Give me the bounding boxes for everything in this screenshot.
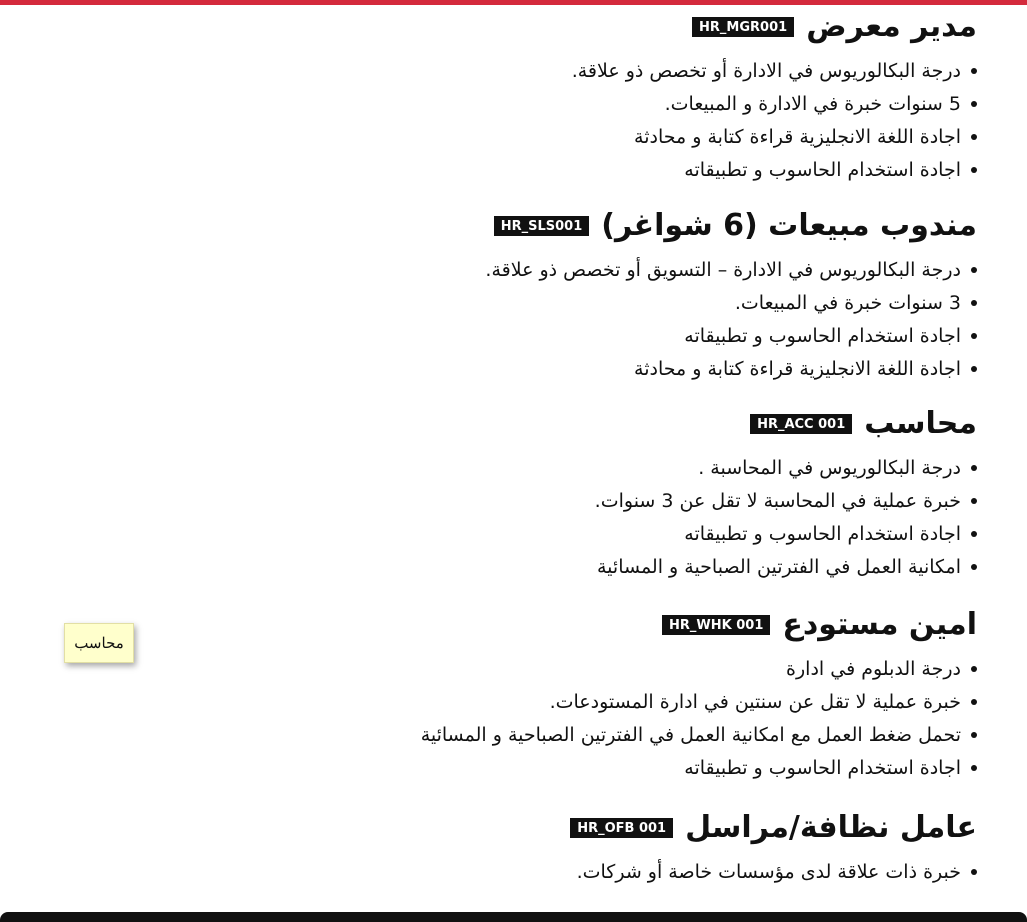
requirement-text: خبرة عملية في المحاسبة لا تقل عن 3 سنوات. [594,489,961,512]
bullet-icon [971,498,977,504]
requirement-item [485,286,977,319]
requirement-text: اجادة استخدام الحاسوب و تطبيقاته [684,756,961,779]
requirement-item [595,550,977,583]
requirement-item [421,652,977,685]
requirement-text: اجادة استخدام الحاسوب و تطبيقاته [684,324,961,347]
job-header [572,4,977,50]
bullet-icon [971,699,977,705]
requirement-item [421,685,977,718]
job-code-badge: HR_MGR001 [692,17,794,37]
job-section [595,401,977,583]
requirement-item [572,153,977,186]
job-title: مدير معرض [806,9,977,44]
bullet-icon [971,869,977,875]
requirement-text: درجة الدبلوم في ادارة [786,657,961,680]
requirement-item [572,54,977,87]
bullet-icon [971,666,977,672]
requirements-list [572,54,977,186]
job-header [485,203,977,249]
requirement-item [570,855,977,888]
requirement-text: اجادة استخدام الحاسوب و تطبيقاته [684,158,961,181]
bottom-bar [0,912,1027,922]
job-section [421,602,977,784]
bullet-icon [971,300,977,306]
bullet-icon [971,333,977,339]
bullet-icon [971,765,977,771]
requirement-text: اجادة اللغة الانجليزية قراءة كتابة و محادثة [634,357,961,380]
requirement-item [572,120,977,153]
requirements-list [570,855,977,888]
job-section [572,4,977,186]
bullet-icon [971,68,977,74]
job-header [421,602,977,648]
requirement-text: تحمل ضغط العمل مع امكانية العمل في الفترتين الصباحية و المسائية [420,723,961,746]
bullet-icon [971,732,977,738]
requirement-text: خبرة عملية لا تقل عن سنتين في ادارة المستودعات. [549,690,961,713]
requirement-item [485,319,977,352]
requirements-list [421,652,977,784]
requirement-text: خبرة ذات علاقة لدى مؤسسات خاصة أو شركات. [576,860,961,883]
requirement-item [595,451,977,484]
job-title: امين مستودع [782,607,977,642]
job-header [595,401,977,447]
bullet-icon [971,531,977,537]
job-title: عامل نظافة/مراسل [685,810,977,845]
bullet-icon [971,101,977,107]
requirement-item [595,517,977,550]
requirement-text: اجادة اللغة الانجليزية قراءة كتابة و محادثة [634,125,961,148]
job-title: محاسب [864,406,977,441]
tooltip: محاسب [64,623,134,663]
requirement-text: 5 سنوات خبرة في الادارة و المبيعات. [664,92,961,115]
job-code-badge: HR_OFB 001 [570,818,673,838]
requirement-text: درجة البكالوريوس في الادارة أو تخصص ذو علاقة. [571,59,961,82]
job-section [485,203,977,385]
bullet-icon [971,564,977,570]
requirement-text: 3 سنوات خبرة في المبيعات. [734,291,961,314]
requirement-item [595,484,977,517]
requirement-text: امكانية العمل في الفترتين الصباحية و المسائية [597,555,961,578]
requirement-text: درجة البكالوريوس في المحاسبة . [698,456,961,479]
job-code-badge: HR_ACC 001 [750,414,852,434]
requirement-item [421,718,977,751]
bullet-icon [971,465,977,471]
job-header [570,805,977,851]
requirement-text: درجة البكالوريوس في الادارة – التسويق أو تخصص ذو علاقة. [485,258,961,281]
bullet-icon [971,366,977,372]
requirement-item [485,253,977,286]
bullet-icon [971,267,977,273]
requirement-item [485,352,977,385]
requirements-list [485,253,977,385]
requirement-item [572,87,977,120]
requirement-text: اجادة استخدام الحاسوب و تطبيقاته [684,522,961,545]
bullet-icon [971,134,977,140]
job-section [570,805,977,888]
requirement-item [421,751,977,784]
job-code-badge: HR_SLS001 [494,216,590,236]
job-code-badge: HR_WHK 001 [662,615,770,635]
requirements-list [595,451,977,583]
job-title: مندوب مبيعات (6 شواغر) [601,208,977,243]
bullet-icon [971,167,977,173]
